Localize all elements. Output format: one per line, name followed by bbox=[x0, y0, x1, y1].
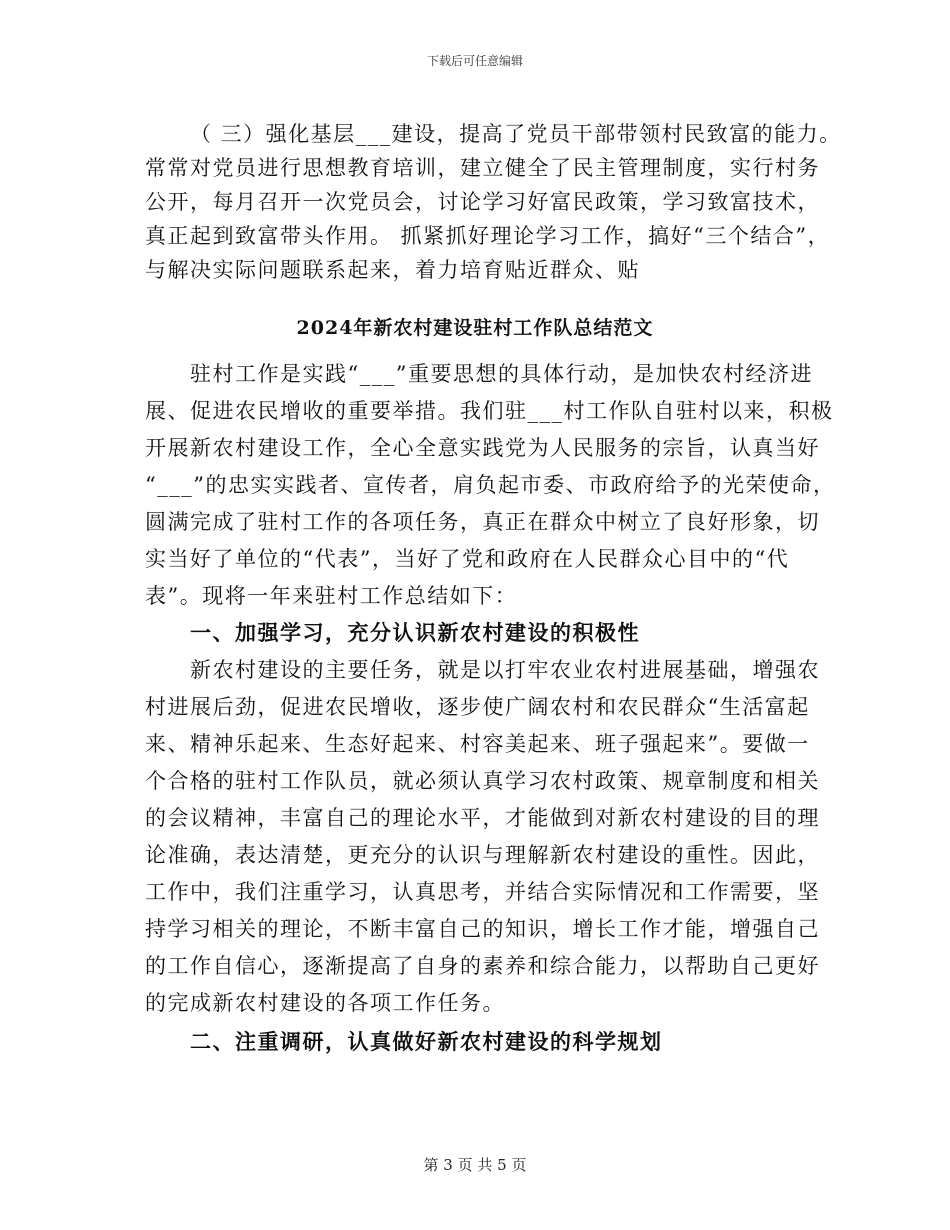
para1-line-1: 驻村工作是实践“___”重要思想的具体行动，是加快农村经济进 bbox=[190, 362, 813, 386]
intro-line-4: 真正起到致富带头作用。 抓紧抓好理论学习工作，搞好“三个结合”， bbox=[145, 224, 831, 248]
para2-line-1: 新农村建设的主要任务，就是以打牢农业农村进展基础，增强农 bbox=[190, 658, 820, 682]
page-footer: 第 3 页 共 5 页 bbox=[423, 1156, 527, 1174]
para1-line-2: 展、促进农民增收的重要举措。我们驻___村工作队自驻村以来，积极 bbox=[145, 399, 834, 423]
page-header: 下载后可任意编辑 bbox=[426, 54, 523, 68]
para2-line-5: 的会议精神，丰富自己的理论水平，才能做到对新农村建设的目的理 bbox=[145, 806, 820, 830]
para2-line-7: 工作中，我们注重学习，认真思考，并结合实际情况和工作需要，坚 bbox=[145, 880, 820, 904]
para2-line-2: 村进展后劲，促进农民增收，逐步使广阔农村和农民群众“生活富起 bbox=[145, 695, 810, 719]
para1-line-5: 圆满完成了驻村工作的各项任务，真正在群众中树立了良好形象，切 bbox=[145, 510, 820, 534]
para2-line-8: 持学习相关的理论，不断丰富自己的知识，增长工作才能，增强自己 bbox=[145, 917, 820, 941]
intro-line-3: 公开，每月召开一次党员会，讨论学习好富民政策，学习致富技术， bbox=[145, 190, 820, 214]
para2-line-6: 论准确，表达清楚，更充分的认识与理解新农村建设的重性。因此， bbox=[145, 843, 820, 867]
para1-line-7: 表”。现将一年来驻村工作总结如下： bbox=[145, 584, 518, 608]
para2-line-4: 个合格的驻村工作队员，就必须认真学习农村政策、规章制度和相关 bbox=[145, 769, 820, 793]
intro-line-1: （ 三）强化基层___建设，提高了党员干部带领村民致富的能力。 bbox=[190, 122, 842, 146]
para1-line-4: “___”的忠实实践者、宣传者，肩负起市委、市政府给予的光荣使命， bbox=[145, 473, 836, 497]
para2-line-9: 的工作自信心，逐渐提高了自身的素养和综合能力，以帮助自己更好 bbox=[145, 954, 820, 978]
para1-line-3: 开展新农村建设工作，全心全意实践党为人民服务的宗旨，认真当好 bbox=[145, 436, 820, 460]
intro-line-5: 与解决实际问题联系起来，着力培育贴近群众、贴 bbox=[145, 258, 640, 282]
para2-line-3: 来、精神乐起来、生态好起来、村容美起来、班子强起来”。要做一 bbox=[145, 732, 810, 756]
document-title: 2024年新农村建设驻村工作队总结范文 bbox=[296, 317, 654, 339]
para1-line-6: 实当好了单位的“代表”，当好了党和政府在人民群众心目中的“代 bbox=[145, 547, 790, 571]
section-heading-2: 二、注重调研，认真做好新农村建设的科学规划 bbox=[190, 1029, 663, 1054]
intro-line-2: 常常对党员进行思想教育培训，建立健全了民主管理制度，实行村务 bbox=[145, 156, 820, 180]
para2-line-10: 的完成新农村建设的各项工作任务。 bbox=[145, 991, 505, 1015]
section-heading-1: 一、加强学习，充分认识新农村建设的积极性 bbox=[190, 620, 640, 645]
